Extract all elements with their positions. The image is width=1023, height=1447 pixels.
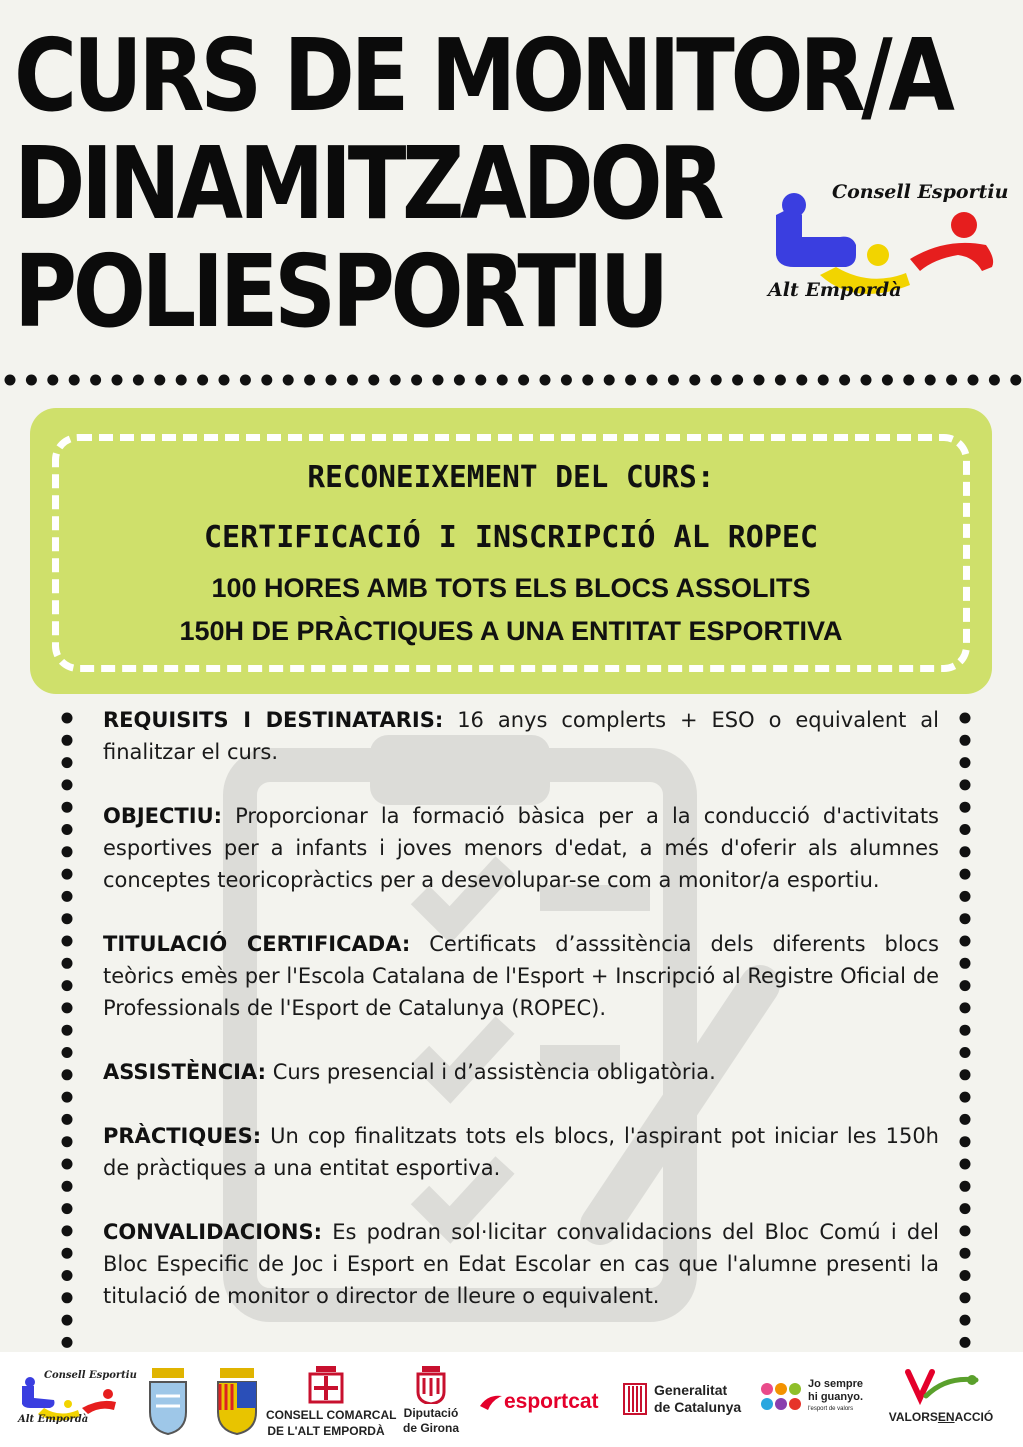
separator-dot	[754, 375, 765, 386]
border-dot	[960, 1292, 971, 1303]
section-label: CONVALIDACIONS:	[103, 1220, 322, 1244]
separator-dot	[26, 375, 37, 386]
border-dot	[960, 1203, 971, 1214]
border-dot	[62, 1270, 73, 1281]
border-dot	[62, 1002, 73, 1013]
separator-dot	[112, 375, 123, 386]
border-dot	[62, 1315, 73, 1326]
section-text: Proporcionar la formació bàsica per a la conducció d'activitats esportives per a infants i joves menors d'edat, a més d'oferir als alumnes conceptes teoricopràctics per a desevolupar-se com a monitor/a esportiu.	[103, 804, 939, 892]
border-dot	[960, 980, 971, 991]
separator-dot	[582, 375, 593, 386]
border-dot	[62, 1047, 73, 1058]
border-dot	[62, 1159, 73, 1170]
separator-dot	[261, 375, 272, 386]
separator-dot	[989, 375, 1000, 386]
separator-dot	[968, 375, 979, 386]
recognition-practices: 150H DE PRÀCTIQUES A UNA ENTITAT ESPORTIVA	[179, 616, 843, 646]
diputacio-emblem-icon	[396, 1364, 466, 1404]
border-dot	[960, 1270, 971, 1281]
separator-dot	[946, 375, 957, 386]
section-label: OBJECTIU:	[103, 804, 223, 828]
border-dot	[62, 980, 73, 991]
separator-dot	[540, 375, 551, 386]
separator-dot	[240, 375, 251, 386]
consell-esportiu-logo	[760, 175, 1009, 315]
section-label: PRÀCTIQUES:	[103, 1124, 262, 1148]
separator-dot	[604, 375, 615, 386]
section-paragraph	[103, 1120, 939, 1184]
separator-dot	[1010, 375, 1021, 386]
valors-part3: ACCIÓ	[954, 1410, 994, 1424]
esportcat-swoosh-icon	[478, 1392, 504, 1414]
border-dot	[62, 958, 73, 969]
separator-dot	[283, 375, 294, 386]
sponsor-footer	[0, 1352, 1023, 1447]
title-line-1: CURS DE MONITOR/A	[14, 17, 951, 134]
separator-dot	[625, 375, 636, 386]
esportcat-logo	[478, 1390, 608, 1420]
border-dot	[960, 1047, 971, 1058]
separator-dot	[711, 375, 722, 386]
recognition-subheading: CERTIFICACIÓ I INSCRIPCIÓ AL ROPEC	[203, 520, 819, 555]
separator-dot	[668, 375, 679, 386]
border-dot	[960, 713, 971, 724]
section-paragraph	[103, 800, 939, 896]
separator-dot	[796, 375, 807, 386]
section-paragraph	[103, 1216, 939, 1312]
separator-dot	[368, 375, 379, 386]
section-paragraph	[103, 1056, 939, 1088]
valors-part1: VALORS	[888, 1410, 938, 1424]
colored-dots-icon	[760, 1382, 804, 1412]
border-dot	[960, 1069, 971, 1080]
footer-ce-bottom: Alt Empordà	[18, 1414, 89, 1425]
border-dot	[62, 735, 73, 746]
valors-en-accio-emblem-icon	[902, 1366, 982, 1406]
border-dot	[960, 958, 971, 969]
border-dot	[62, 1292, 73, 1303]
border-dot	[62, 1181, 73, 1192]
border-dot	[62, 891, 73, 902]
diputacio-line2: de Girona	[402, 1421, 459, 1435]
border-dot	[62, 869, 73, 880]
right-dotted-border	[956, 708, 974, 1348]
separator-dot	[475, 375, 486, 386]
border-dot	[960, 1181, 971, 1192]
consell-comarcal-line1: CONSELL COMARCAL	[266, 1408, 397, 1422]
separator-dot	[133, 375, 144, 386]
section-text: Certificats d’asssitència dels diferents blocs teòrics emès per l'Escola Catalana de l'Esport + Inscripció al Registre Oficial de Professionals de l'Esport de Catalunya (ROPEC).	[103, 932, 939, 1020]
consell-comarcal-emblem-icon	[266, 1362, 386, 1406]
section-paragraph	[103, 928, 939, 1024]
jo-sempre-hi-guanyo-logo	[760, 1378, 870, 1428]
jo-sempre-line3: l'esport de valors	[808, 1406, 854, 1412]
border-dot	[62, 1092, 73, 1103]
border-dot	[960, 1248, 971, 1259]
consell-comarcal-line2: DE L'ALT EMPORDÀ	[267, 1424, 385, 1438]
valors-en-accio-logo	[876, 1366, 1006, 1436]
border-dot	[62, 802, 73, 813]
separator-dot	[647, 375, 658, 386]
separator-dot	[347, 375, 358, 386]
title-line-3: POLIESPORTIU	[14, 233, 666, 350]
border-dot	[62, 1025, 73, 1036]
border-dot	[960, 869, 971, 880]
dotted-separator	[0, 371, 1023, 389]
border-dot	[960, 891, 971, 902]
border-dot	[960, 735, 971, 746]
border-dot	[960, 1225, 971, 1236]
diputacio-line1: Diputació	[403, 1406, 459, 1420]
section-text: 16 anys complerts + ESO o equivalent al finalitzar el curs.	[103, 708, 939, 764]
separator-dot	[411, 375, 422, 386]
border-dot	[62, 913, 73, 924]
generalitat-logo	[622, 1380, 752, 1424]
border-dot	[960, 1136, 971, 1147]
separator-dot	[839, 375, 850, 386]
generalitat-emblem-icon	[622, 1382, 648, 1416]
border-dot	[62, 1337, 73, 1348]
separator-dot	[732, 375, 743, 386]
border-dot	[62, 713, 73, 724]
separator-dot	[390, 375, 401, 386]
border-dot	[960, 757, 971, 768]
separator-dot	[454, 375, 465, 386]
jo-sempre-line1: Jo sempre	[808, 1378, 864, 1390]
municipal-shield-2-icon	[214, 1366, 260, 1436]
recognition-hours: 100 HORES AMB TOTS ELS BLOCS ASSOLITS	[211, 573, 811, 603]
logo-top-text: Consell Esportiu	[832, 181, 1009, 203]
esportcat-part2: cat	[568, 1390, 599, 1413]
separator-dot	[304, 375, 315, 386]
separator-dot	[518, 375, 529, 386]
border-dot	[960, 913, 971, 924]
esportcat-text	[504, 1390, 599, 1414]
separator-dot	[326, 375, 337, 386]
border-dot	[62, 1069, 73, 1080]
border-dot	[960, 802, 971, 813]
separator-dot	[925, 375, 936, 386]
border-dot	[62, 1114, 73, 1125]
border-dot	[62, 846, 73, 857]
footer-ce-top: Consell Esportiu	[44, 1370, 137, 1381]
section-label: REQUISITS I DESTINATARIS:	[103, 708, 444, 732]
course-details	[103, 704, 939, 1344]
logo-bottom-text: Alt Empordà	[768, 279, 902, 301]
consell-comarcal-logo	[266, 1362, 397, 1444]
border-dot	[62, 824, 73, 835]
border-dot	[62, 779, 73, 790]
section-label: TITULACIÓ CERTIFICADA:	[103, 932, 411, 956]
border-dot	[960, 1114, 971, 1125]
jo-sempre-line2: hi guanyo.	[808, 1391, 863, 1403]
diputacio-girona-logo	[396, 1364, 466, 1442]
separator-dot	[433, 375, 444, 386]
border-dot	[62, 757, 73, 768]
separator-dot	[818, 375, 829, 386]
separator-dot	[561, 375, 572, 386]
recognition-box	[30, 408, 992, 694]
separator-dot	[775, 375, 786, 386]
title-line-2: DINAMITZADOR	[14, 125, 721, 242]
separator-dot	[47, 375, 58, 386]
border-dot	[960, 1092, 971, 1103]
border-dot	[960, 1315, 971, 1326]
section-text: Un cop finalitzats tots els blocs, l'aspirant pot iniciar les 150h de pràctiques a una entitat esportiva.	[103, 1124, 939, 1180]
separator-dot	[176, 375, 187, 386]
border-dot	[62, 1248, 73, 1259]
separator-dot	[497, 375, 508, 386]
esportcat-part1: esport	[504, 1390, 569, 1413]
border-dot	[960, 846, 971, 857]
separator-dot	[90, 375, 101, 386]
separator-dot	[903, 375, 914, 386]
border-dot	[62, 1225, 73, 1236]
section-paragraph	[103, 704, 939, 768]
separator-dot	[689, 375, 700, 386]
left-dotted-border	[58, 708, 76, 1348]
separator-dot	[5, 375, 16, 386]
border-dot	[960, 779, 971, 790]
separator-dot	[219, 375, 230, 386]
separator-dot	[861, 375, 872, 386]
generalitat-line2: de Catalunya	[654, 1399, 742, 1415]
border-dot	[960, 1159, 971, 1170]
border-dot	[960, 936, 971, 947]
border-dot	[62, 1203, 73, 1214]
recognition-heading: RECONEIXEMENT DEL CURS:	[307, 460, 715, 495]
section-text: Es podran sol·licitar convalidacions del Bloc Comú i del Bloc Especific de Joc i Esport en Edat Escolar en cas que l'alumne presenti la titulació de monitor o director de lleure o equivalent.	[103, 1220, 939, 1308]
generalitat-line1: Generalitat	[654, 1382, 728, 1398]
valors-en-accio-text	[876, 1410, 1006, 1424]
separator-dot	[197, 375, 208, 386]
border-dot	[960, 1002, 971, 1013]
separator-dot	[154, 375, 165, 386]
section-text: Curs presencial i d’assistència obligatòria.	[266, 1060, 716, 1084]
border-dot	[960, 1337, 971, 1348]
separator-dot	[882, 375, 893, 386]
separator-dot	[69, 375, 80, 386]
border-dot	[62, 936, 73, 947]
footer-consell-esportiu-logo	[16, 1370, 137, 1430]
municipal-shield-icon	[146, 1366, 190, 1436]
border-dot	[62, 1136, 73, 1147]
border-dot	[960, 824, 971, 835]
valors-part2: EN	[937, 1410, 955, 1424]
section-label: ASSISTÈNCIA:	[103, 1060, 267, 1084]
border-dot	[960, 1025, 971, 1036]
